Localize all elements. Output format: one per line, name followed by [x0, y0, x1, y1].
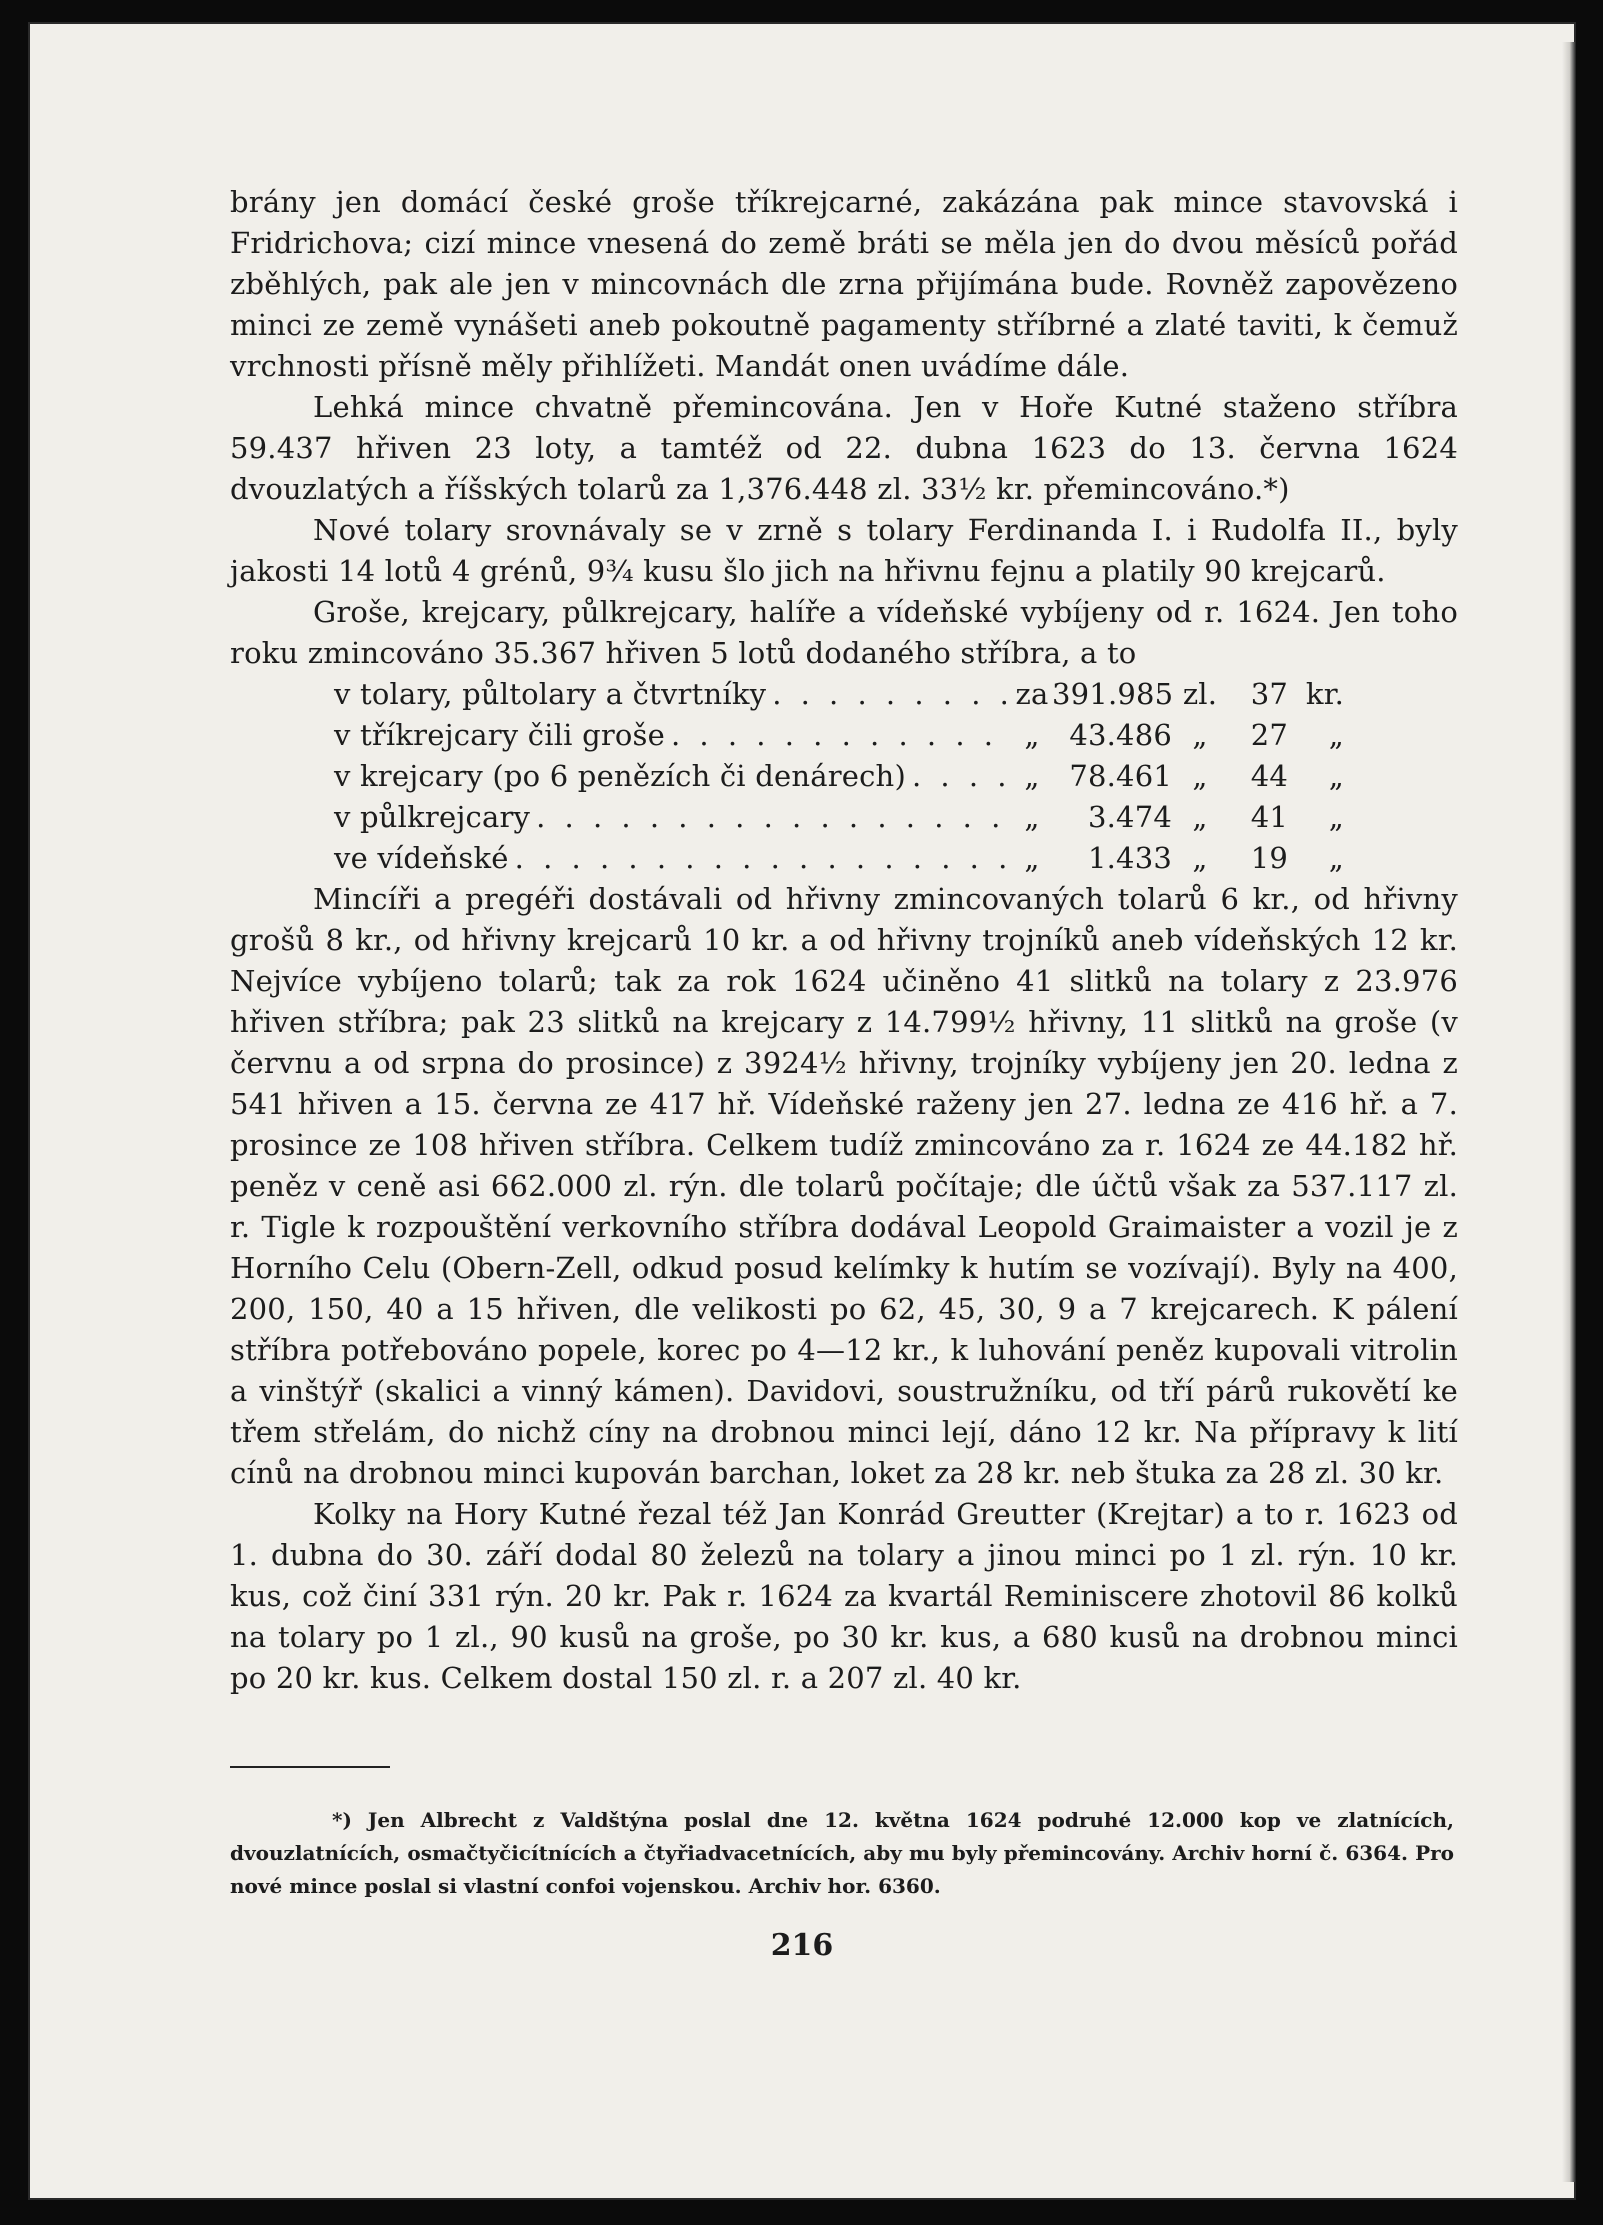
table-row-kr: 27 [1250, 718, 1288, 752]
body-text [230, 182, 1458, 1699]
table-row [334, 756, 1344, 797]
table-row [334, 838, 1344, 879]
table-row-label: v krejcary (po 6 penězích či denárech) [334, 759, 906, 793]
paragraph-2: Lehká mince chvatně přemincována. Jen v Hoře Kutné staženo stříbra 59.437 hřiven 23 loty, a tamtéž od 22. dubna 1623 do 13. června 1624 dvouzlatých a říšských tolarů za 1,376.448 zl. 33½ kr. přemincováno.*) [230, 390, 1458, 506]
table-row-sep: „ [1192, 759, 1208, 793]
table-row-amount: 43.486 [1069, 718, 1172, 752]
table-row-unit: „ [1328, 718, 1344, 752]
table-row-amount: 3.474 [1087, 800, 1172, 834]
table-row-unit: „ [1328, 841, 1344, 875]
footnote-divider [230, 1766, 390, 1768]
leader-dots [772, 674, 1006, 715]
leader-dots [515, 838, 1006, 879]
table-row-sep: „ [1192, 800, 1208, 834]
table-row-unit: kr. [1305, 677, 1344, 711]
table-row-sep: zl. [1182, 677, 1218, 711]
table-row-prefix: za [1015, 677, 1049, 711]
table-row [334, 674, 1344, 715]
table-row-label: v půlkrejcary [334, 800, 531, 834]
table-row-kr: 19 [1250, 841, 1288, 875]
footnote: *) Jen Albrecht z Valdštýna poslal dne 12. května 1624 podruhé 12.000 kop ve zlatnících, dvouzlatnících, osmačtyčicítnících a čtyřiadvacetnících, aby mu byly přemincovány. Archiv horní č. 6364. Pro nové mince poslal si vlastní confoi vojenskou. Archiv hor. 6360. [230, 1808, 1454, 1898]
table-row-amount: 78.461 [1069, 759, 1172, 793]
table-row-amount: 391.985 [1052, 677, 1174, 711]
table-row-prefix: „ [1024, 841, 1040, 875]
table-row-unit: „ [1328, 800, 1344, 834]
paragraph-5: Mincíři a pregéři dostávali od hřivny zmincovaných tolarů 6 kr., od hřivny grošů 8 kr., od hřivny krejcarů 10 kr. a od hřivny trojníků aneb vídeňských 12 kr. Nejvíce vybíjeno tolarů; tak za rok 1624 učiněno 41 slitků na tolary z 23.976 hřiven stříbra; pak 23 slitků na krejcary z 14.799½ hřivny, 11 slitků na groše (v červnu a od srpna do prosince) z 3924½ hřivny, trojníky vybíjeny jen 20. ledna z 541 hřiven a 15. června ze 417 hř. Vídeňské raženy jen 27. ledna ze 416 hř. a 7. prosince ze 108 hřiven stříbra. Celkem tudíž zmincováno za r. 1624 ze 44.182 hř. peněz v ceně asi 662.000 zl. rýn. dle tolarů počítaje; dle účtů však za 537.117 zl. r. Tigle k rozpouštění verkovního stříbra dodával Leopold Graimaister a vozil je z Horního Celu (Obern-Zell, odkud posud kelímky k hutím se vozívají). Byly na 400, 200, 150, 40 a 15 hřiven, dle velikosti po 62, 45, 30, 9 a 7 krejcarech. K pálení stříbra potřebováno popele, korec po 4—12 kr., k luhování peněz kupovali vitrolin a vinštýř (skalici a vinný kámen). Davidovi, soustružníku, od tří párů rukovětí ke třem střelám, do nichž cíny na drobnou minci lejí, dáno 12 kr. Na přípravy k lití cínů na drobnou minci kupován barchan, loket za 28 kr. neb štuka za 28 zl. 30 kr. [230, 882, 1458, 1490]
paragraph-4: Groše, krejcary, půlkrejcary, halíře a vídeňské vybíjeny od r. 1624. Jen toho roku zmincováno 35.367 hřiven 5 lotů dodaného stříbra, a to [230, 595, 1458, 670]
table-row-kr: 41 [1250, 800, 1288, 834]
table-row-sep: „ [1192, 718, 1208, 752]
leader-dots [912, 756, 1006, 797]
table-row-label: ve vídeňské [334, 841, 509, 875]
paragraph-1: brány jen domácí české groše tříkrejcarné, zakázána pak mince stavovská i Fridrichova; cizí mince vnesená do země bráti se měla jen do dvou měsíců pořád zběhlých, pak ale jen v mincovnách dle zrna přijímána bude. Rovněž zapovězeno minci ze země vynášeti aneb pokoutně pagamenty stříbrné a zlaté taviti, k čemuž vrchnosti přísně měly přihlížeti. Mandát onen uvádíme dále. [230, 185, 1458, 383]
table-row-amount: 1.433 [1087, 841, 1172, 875]
table-row [334, 715, 1344, 756]
page-binding-edge [1562, 42, 1576, 2182]
leader-dots [536, 797, 1006, 838]
table-row-unit: „ [1328, 759, 1344, 793]
table-row-label: v tříkrejcary čili groše [334, 718, 665, 752]
paragraph-6: Kolky na Hory Kutné řezal též Jan Konrád Greutter (Krejtar) a to r. 1623 od 1. dubna do 30. září dodal 80 železů na tolary a jinou minci po 1 zl. rýn. 10 kr. kus, což činí 331 rýn. 20 kr. Pak r. 1624 za kvartál Reminiscere zhotovil 86 kolků na tolary po 1 zl., 90 kusů na groše, po 30 kr. kus, a 680 kusů na drobnou minci po 20 kr. kus. Celkem dostal 150 zl. r. a 207 zl. 40 kr. [230, 1497, 1458, 1695]
coinage-table [334, 674, 1344, 879]
table-row-prefix: „ [1024, 718, 1040, 752]
table-row-kr: 44 [1250, 759, 1288, 793]
table-row-label: v tolary, půltolary a čtvrtníky [334, 677, 767, 711]
paragraph-3: Nové tolary srovnávaly se v zrně s tolary Ferdinanda I. i Rudolfa II., byly jakosti 14 lotů 4 grénů, 9¾ kusu šlo jich na hřivnu fejnu a platily 90 krejcarů. [230, 513, 1458, 588]
page-number: 216 [770, 1928, 834, 1963]
table-row-prefix: „ [1024, 800, 1040, 834]
leader-dots [671, 715, 1006, 756]
table-row-prefix: „ [1024, 759, 1040, 793]
table-row-kr: 37 [1250, 677, 1288, 711]
table-row-sep: „ [1192, 841, 1208, 875]
table-row [334, 797, 1344, 838]
book-page [28, 22, 1576, 2200]
